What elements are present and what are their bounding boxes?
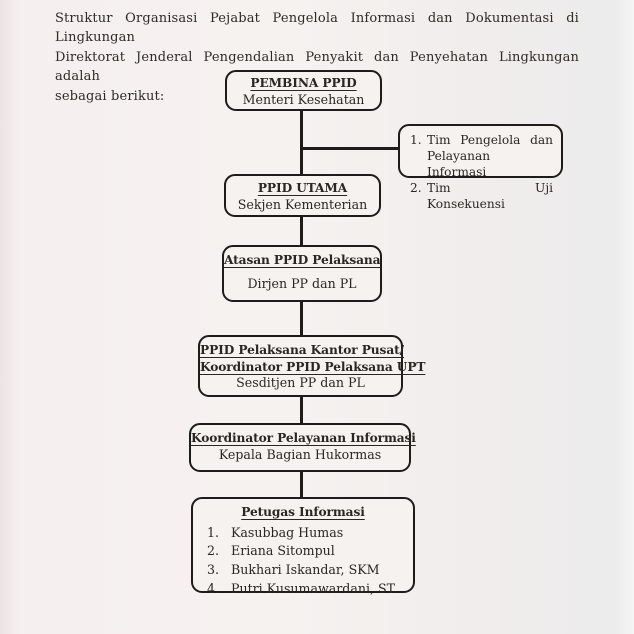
connector-pelaksana-to-koordinator [300,396,303,424]
org-node-pembina-ppid [225,70,382,111]
tim-item [410,132,553,180]
member-number: 1. [207,524,220,540]
member-name: Putri Kusumawardani, ST [231,580,396,596]
node-subtitle: Sekjen Kementerian [237,196,368,212]
intro-line-3: sebagai berikut: [55,88,165,104]
petugas-member [193,561,413,580]
node-title: Atasan PPID Pelaksana [224,253,381,267]
connector-ppid-utama-to-atasan [300,216,303,246]
node-subtitle: Menteri Kesehatan [242,91,365,107]
org-node-atasan-ppid-pelaksana [222,245,382,302]
tim-item-number: 2. [410,181,422,195]
member-name: Kasubbag Humas [231,524,344,540]
node-title: Koordinator Pelayanan Informasi [191,431,416,445]
connector-pembina-to-ppid-utama [300,110,303,175]
petugas-member-list [193,524,413,599]
connector-atasan-to-pelaksana [300,301,303,336]
node-title: PEMBINA PPID [250,76,357,90]
org-node-ppid-pelaksana [198,335,426,397]
intro-line-2: Direktorat Jenderal Pengendalian Penyakit dan Penyehatan Lingkungan adalah [55,49,579,85]
org-node-petugas-informasi [191,497,415,596]
node-subtitle: Dirjen PP dan PL [247,275,357,291]
petugas-member [193,542,413,561]
tim-item-text: Tim Pengelola dan Pelayanan Informasi [427,133,553,179]
org-node-tim [398,124,563,211]
petugas-member [193,524,413,543]
node-subtitle: Sesditjen PP dan PL [236,375,365,390]
node-title-line2: Koordinator PPID Pelaksana UPT [200,359,426,374]
node-subtitle: Kepala Bagian Hukormas [218,446,382,462]
member-name: Bukhari Iskandar, SKM [231,562,380,578]
tim-item-text: Tim Uji Konsekuensi [427,181,553,211]
member-number: 2. [207,543,220,559]
node-title: PPID UTAMA [257,181,348,195]
member-name: Eriana Sitompul [231,543,335,559]
petugas-member [193,580,413,599]
org-node-ppid-utama [224,174,381,217]
connector-koordinator-to-petugas [300,471,303,498]
node-title: Petugas Informasi [241,505,365,519]
intro-line-1: Struktur Organisasi Pejabat Pengelola Informasi dan Dokumentasi di Lingkungan [55,11,579,46]
node-title-line1: PPID Pelaksana Kantor Pusat/ [200,343,405,357]
org-node-koordinator-pelayanan [189,423,416,472]
member-number: 3. [207,562,220,578]
tim-item-number: 1. [410,133,422,147]
tim-item [410,180,553,212]
connector-branch-to-tim [300,147,398,150]
member-number: 4. [207,580,220,596]
